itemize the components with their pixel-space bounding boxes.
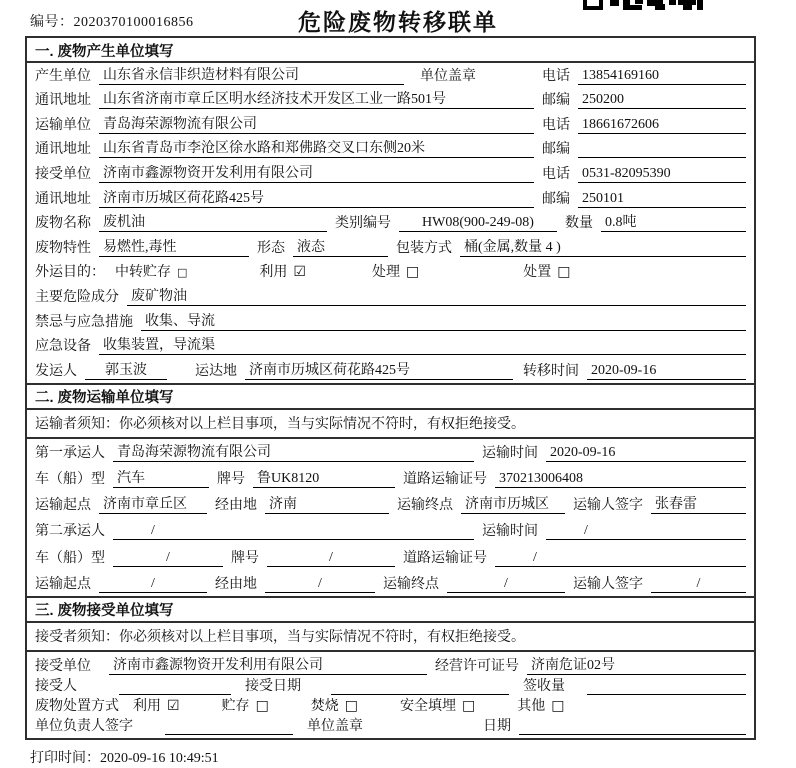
row-receiver-unit	[27, 161, 754, 186]
via2-value: /	[265, 575, 375, 593]
vehicle1-value: 汽车	[113, 470, 209, 488]
row-emergency-equipment	[27, 334, 754, 359]
unit-seal-label-2: 单位盖章	[307, 718, 363, 734]
receiver-notice: 接受者须知：你必须核对以上栏目事项，当与实际情况不符时，有权拒绝接受。	[27, 623, 754, 652]
quantity-value: 0.8吨	[601, 214, 746, 232]
received-amount-value	[587, 678, 746, 695]
purpose-use-checkbox-icon: ☑	[293, 264, 306, 281]
print-time-value: 2020-09-16 10:49:51	[100, 750, 219, 766]
purpose-treat-label: 处理	[371, 265, 400, 281]
purpose-dispose-checkbox-icon: □	[557, 264, 571, 281]
disposal-storage-checkbox-icon: □	[255, 697, 269, 714]
via2-label: 经由地	[215, 576, 257, 592]
waste-property-value: 易燃性,毒性	[99, 239, 249, 257]
received-amount-label: 签收量	[523, 678, 565, 694]
row-carrier-2	[27, 517, 754, 543]
end2-value: /	[447, 575, 565, 593]
carrier1-value: 青岛海荣源物流有限公司	[113, 444, 474, 462]
vehicle2-value: /	[113, 549, 223, 567]
disposal-option-use	[133, 695, 180, 715]
form-state-value: 液态	[293, 239, 388, 257]
waste-name-value: 废机油	[99, 214, 327, 232]
phone-value-2: 18661672606	[578, 116, 746, 134]
manager-sign-label: 单位负责人签字	[35, 718, 133, 734]
transport-time1-value: 2020-09-16	[546, 444, 746, 462]
row-route-1	[27, 491, 754, 517]
row-transfer-purpose	[27, 260, 754, 285]
disposal-method-label: 废物处置方式	[35, 698, 119, 714]
sign-date-label: 日期	[483, 718, 511, 734]
disposal-incinerate-label: 焚烧	[310, 698, 339, 714]
plate2-label: 牌号	[231, 550, 259, 566]
license-label: 经营许可证号	[435, 658, 519, 674]
purpose-option-use	[259, 261, 306, 281]
origin1-label: 运输起点	[35, 498, 91, 514]
purpose-treat-checkbox-icon: □	[405, 264, 420, 281]
address-value-2: 山东省青岛市李沧区徐水路和郑佛路交叉口东侧20米	[99, 140, 534, 158]
page-title: 危险废物转移联单	[298, 9, 498, 35]
end2-label: 运输终点	[383, 576, 439, 592]
plate1-label: 牌号	[217, 472, 245, 488]
carrier2-value: /	[113, 522, 474, 540]
packing-method-value: 桶(金属,数量 4 )	[460, 239, 746, 257]
purpose-option-storage	[115, 261, 187, 281]
disposal-landfill-checkbox-icon: □	[462, 697, 476, 714]
vehicle1-label: 车（船）型	[35, 472, 105, 488]
disposal-use-label: 利用	[133, 698, 161, 714]
producer-unit-value: 山东省永信非织造材料有限公司	[99, 67, 404, 85]
hazard-component-label: 主要危险成分	[35, 289, 119, 305]
row-taboo-measures	[27, 309, 754, 334]
waste-property-label: 废物特性	[35, 240, 91, 256]
receive-date-value	[331, 678, 509, 695]
sign2-label: 运输人签字	[573, 576, 643, 592]
hazard-component-value: 废矿物油	[127, 288, 746, 306]
zip-label-1: 邮编	[542, 93, 570, 109]
address-value-1: 山东省济南市章丘区明水经济技术开发区工业一路501号	[99, 91, 534, 109]
print-time-label: 打印时间：	[30, 750, 100, 766]
sign1-value: 张春雷	[651, 496, 746, 514]
receive-unit-label: 接受单位	[35, 658, 91, 674]
taboo-measures-value: 收集、导流	[141, 313, 746, 331]
unit-seal-label: 单位盖章	[420, 68, 476, 84]
emergency-equipment-value: 收集装置，导流渠	[99, 337, 746, 355]
origin1-value: 济南市章丘区	[99, 496, 207, 514]
permit1-value: 370213006408	[495, 470, 746, 488]
phone-value-1: 13854169160	[578, 67, 746, 85]
end1-value: 济南市历城区	[461, 496, 565, 514]
plate1-value: 鲁UK8120	[253, 470, 395, 488]
permit2-label: 道路运输证号	[403, 550, 487, 566]
zip-label-3: 邮编	[542, 191, 570, 207]
phone-value-3: 0531-82095390	[578, 165, 746, 183]
row-producer-address	[27, 88, 754, 113]
manager-sign-value	[165, 718, 293, 735]
address-label-1: 通讯地址	[35, 93, 91, 109]
phone-label-2: 电话	[542, 117, 570, 133]
destination-label: 运达地	[195, 363, 237, 379]
disposal-incinerate-checkbox-icon: □	[344, 697, 359, 714]
permit1-label: 道路运输证号	[403, 472, 487, 488]
transfer-purpose-label: 外运目的：	[35, 265, 105, 281]
purpose-dispose-label: 处置	[523, 265, 552, 281]
address-value-3: 济南市历城区荷花路425号	[99, 190, 534, 208]
row-transport-address	[27, 137, 754, 162]
packing-method-label: 包装方式	[396, 240, 452, 256]
disposal-option-landfill	[400, 695, 475, 715]
origin2-label: 运输起点	[35, 576, 91, 592]
serial-label: 编号：	[30, 15, 74, 30]
disposal-option-incinerate	[311, 695, 358, 715]
section-transporter	[25, 383, 756, 598]
vehicle2-label: 车（船）型	[35, 550, 105, 566]
quantity-label: 数量	[565, 216, 593, 232]
address-label-2: 通讯地址	[35, 142, 91, 158]
document-header	[0, 0, 796, 38]
origin2-value: /	[99, 575, 207, 593]
permit2-value: /	[495, 549, 746, 567]
row-manager-sign	[27, 718, 754, 738]
section-transporter-title: 二. 废物运输单位填写	[27, 385, 754, 410]
row-waste-name	[27, 211, 754, 236]
phone-label-3: 电话	[542, 166, 570, 182]
zip-label-2: 邮编	[542, 142, 570, 158]
disposal-option-storage	[222, 695, 269, 715]
row-shipper	[27, 358, 754, 383]
row-vehicle-2	[27, 543, 754, 569]
taboo-measures-label: 禁忌与应急措施	[35, 314, 133, 330]
purpose-storage-checkbox-icon: □	[177, 266, 188, 280]
recipient-label: 接受人	[35, 678, 77, 694]
row-transport-unit	[27, 112, 754, 137]
receive-date-label: 接受日期	[245, 678, 301, 694]
serial-value: 2020370100016856	[73, 15, 194, 30]
print-time	[30, 747, 796, 767]
plate2-value: /	[267, 549, 395, 567]
section-producer-title: 一. 废物产生单位填写	[27, 38, 754, 63]
shipper-value: 郭玉波	[85, 362, 167, 380]
disposal-option-other	[517, 695, 564, 715]
sign2-value: /	[651, 575, 746, 593]
zip-value-1: 250200	[578, 91, 746, 109]
row-vehicle-1	[27, 465, 754, 491]
via1-label: 经由地	[215, 498, 257, 514]
transport-time2-label: 运输时间	[482, 524, 538, 540]
disposal-other-checkbox-icon: □	[551, 697, 565, 714]
disposal-other-label: 其他	[517, 698, 546, 714]
via1-value: 济南	[265, 496, 389, 514]
zip-value-2	[578, 141, 746, 158]
phone-label-1: 电话	[542, 68, 570, 84]
disposal-use-checkbox-icon: ☑	[167, 697, 180, 714]
destination-value: 济南市历城区荷花路425号	[245, 362, 513, 380]
address-label-3: 通讯地址	[35, 191, 91, 207]
row-receiver-address	[27, 186, 754, 211]
section-producer	[25, 36, 756, 385]
row-producer-unit	[27, 63, 754, 88]
purpose-use-label: 利用	[259, 265, 288, 281]
receive-unit-value: 济南市鑫源物资开发利用有限公司	[109, 657, 427, 675]
transport-time1-label: 运输时间	[482, 445, 538, 461]
disposal-landfill-label: 安全填埋	[400, 698, 457, 714]
zip-value-3: 250101	[578, 190, 746, 208]
shipper-label: 发运人	[35, 363, 77, 379]
row-hazard-component	[27, 284, 754, 309]
transport-unit-value: 青岛海荣源物流有限公司	[99, 116, 534, 134]
row-carrier-1	[27, 439, 754, 465]
purpose-storage-label: 中转贮存	[115, 265, 171, 281]
transport-unit-label: 运输单位	[35, 117, 91, 133]
disposal-storage-label: 贮存	[221, 698, 250, 714]
section-receiver	[25, 596, 756, 740]
manifest-form	[25, 36, 756, 740]
waste-name-label: 废物名称	[35, 216, 91, 232]
receiver-unit-value: 济南市鑫源物资开发利用有限公司	[99, 165, 534, 183]
producer-unit-label: 产生单位	[35, 68, 91, 84]
row-disposal-method	[27, 698, 754, 718]
sign1-label: 运输人签字	[573, 498, 643, 514]
row-route-2	[27, 570, 754, 596]
purpose-option-dispose	[523, 261, 570, 281]
form-state-label: 形态	[257, 240, 285, 256]
transfer-time-label: 转移时间	[523, 363, 579, 379]
section-receiver-title: 三. 废物接受单位填写	[27, 598, 754, 623]
row-waste-property	[27, 235, 754, 260]
sign-date-value	[519, 718, 746, 735]
end1-label: 运输终点	[397, 498, 453, 514]
carrier1-label: 第一承运人	[35, 445, 105, 461]
emergency-equipment-label: 应急设备	[35, 339, 91, 355]
category-code-label: 类别编号	[335, 216, 391, 232]
license-value: 济南危证02号	[527, 657, 746, 675]
recipient-value	[119, 678, 231, 695]
carrier2-label: 第二承运人	[35, 524, 105, 540]
purpose-option-treat	[372, 261, 419, 281]
receiver-unit-label: 接受单位	[35, 166, 91, 182]
qr-code-icon	[583, 0, 703, 11]
transporter-notice: 运输者须知：你必须核对以上栏目事项，当与实际情况不符时，有权拒绝接受。	[27, 410, 754, 439]
transfer-time-value: 2020-09-16	[587, 362, 746, 380]
category-code-value: HW08(900-249-08)	[399, 214, 557, 232]
row-receive-unit	[27, 652, 754, 678]
transport-time2-value: /	[546, 522, 746, 540]
